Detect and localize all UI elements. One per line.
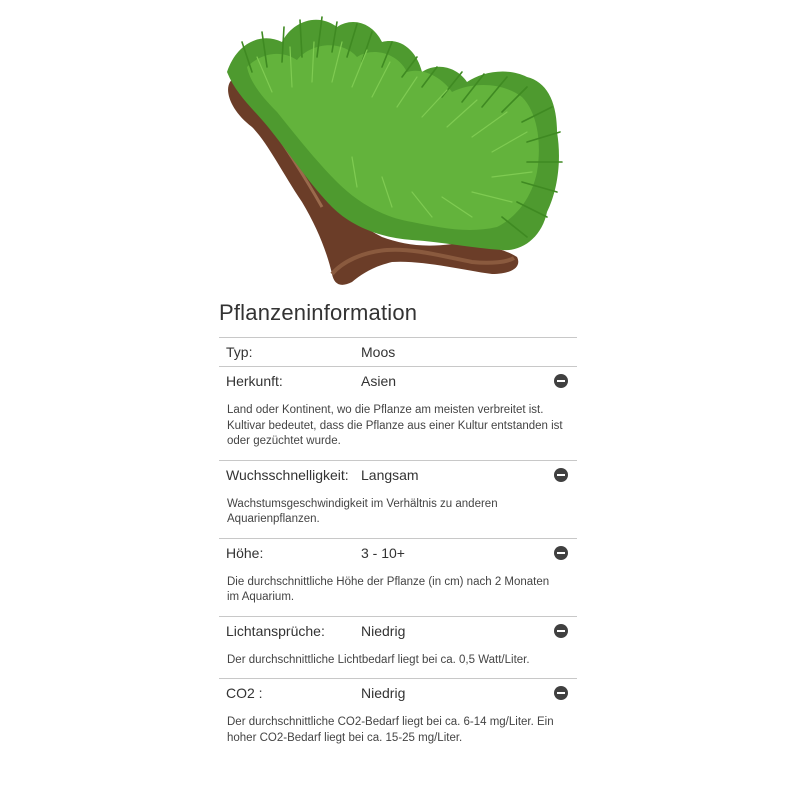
info-value: Langsam xyxy=(361,466,419,483)
info-description: Der durchschnittliche CO2-Bedarf liegt bei ca. 6-14 mg/Liter. Ein hoher CO2-Bedarf liegt bei ca. 15-25 mg/Liter. xyxy=(227,716,554,744)
info-row-co2 xyxy=(219,679,577,756)
info-row-herkunft xyxy=(219,367,577,461)
moss-on-wood-image xyxy=(222,12,567,294)
info-value: Niedrig xyxy=(361,622,406,639)
info-row-header xyxy=(219,679,577,707)
info-description: Die durchschnittliche Höhe der Pflanze (in cm) nach 2 Monaten im Aquarium. xyxy=(227,575,550,603)
info-row-header xyxy=(219,539,577,567)
collapse-minus-icon[interactable] xyxy=(554,468,568,482)
info-value: Asien xyxy=(361,373,397,389)
info-label: Lichtansprüche: xyxy=(226,622,325,639)
info-value: Moos xyxy=(361,344,396,360)
collapse-minus-icon[interactable] xyxy=(554,546,568,560)
info-row-header xyxy=(219,338,577,366)
info-row-wuchsschnelligkeit xyxy=(219,461,577,539)
info-label: CO2 : xyxy=(226,685,263,701)
info-row-header xyxy=(219,617,577,645)
info-label: Wuchsschnelligkeit: xyxy=(226,466,349,483)
info-description: Land oder Kontinent, wo die Pflanze am meisten verbreitet ist. Kultivar bedeutet, dass die Pflanze aus einer Kultur entstanden ist oder gezüchtet wurde. xyxy=(227,404,563,447)
collapse-minus-icon[interactable] xyxy=(554,624,568,638)
info-row-header xyxy=(219,461,577,489)
info-label: Herkunft: xyxy=(226,373,283,389)
plant-info-table xyxy=(219,337,577,756)
page-title: Pflanzeninformation xyxy=(219,300,418,325)
info-description: Der durchschnittliche Lichtbedarf liegt bei ca. 0,5 Watt/Liter. xyxy=(227,653,530,666)
info-label: Typ: xyxy=(226,344,253,360)
info-row-lichtansprueche xyxy=(219,617,577,680)
info-row-hoehe xyxy=(219,539,577,617)
collapse-minus-icon[interactable] xyxy=(554,686,568,700)
info-description: Wachstumsgeschwindigkeit im Verhältnis zu anderen Aquarienpflanzen. xyxy=(227,497,498,525)
info-value: Niedrig xyxy=(361,685,406,701)
info-label: Höhe: xyxy=(226,544,264,561)
info-row-header xyxy=(219,367,577,395)
info-value: 3 - 10+ xyxy=(361,544,405,561)
info-row-typ xyxy=(219,338,577,367)
collapse-minus-icon[interactable] xyxy=(554,374,568,388)
